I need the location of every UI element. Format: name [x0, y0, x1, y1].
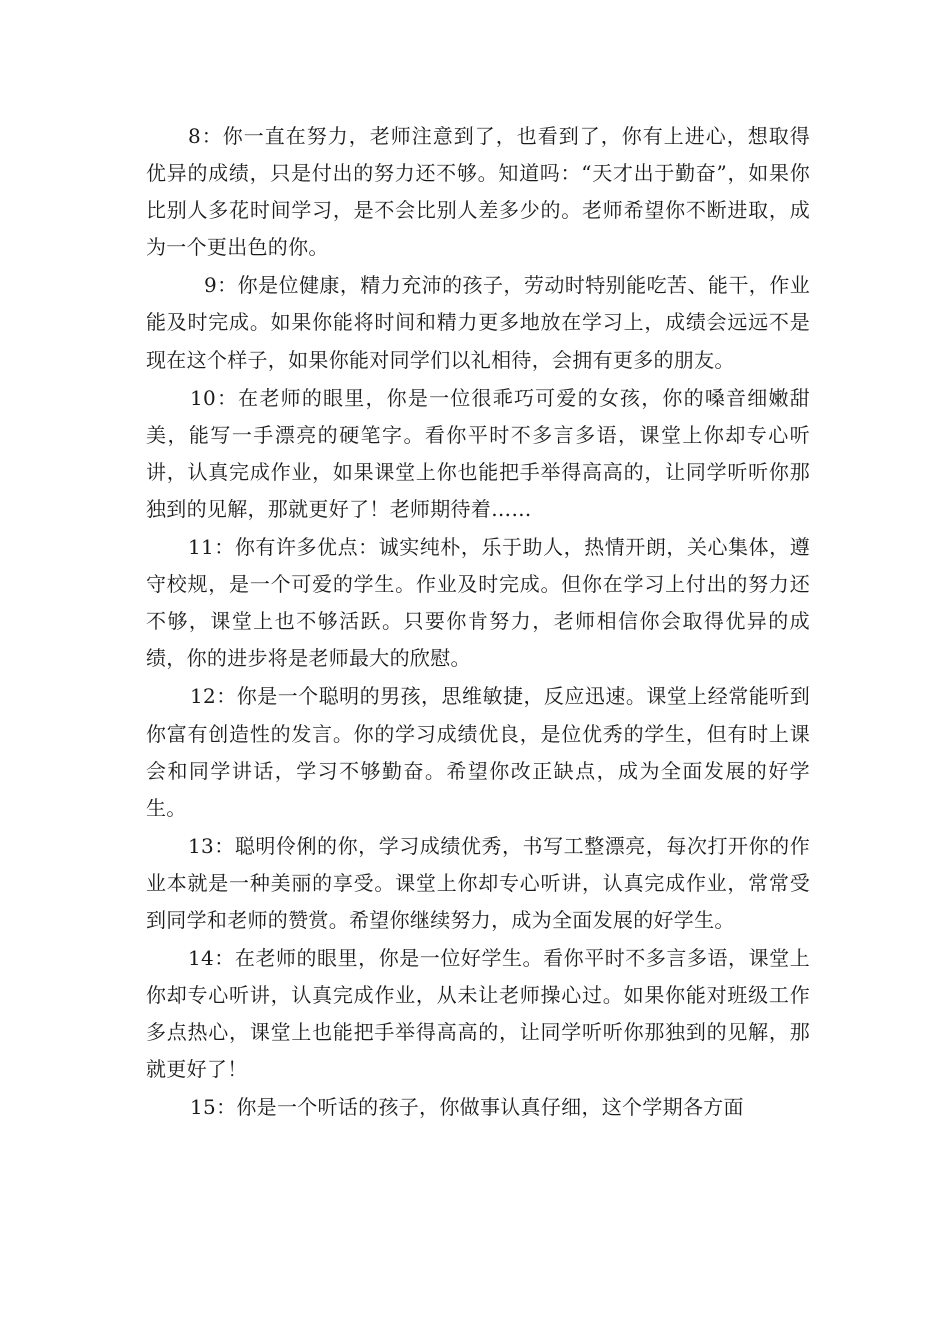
comment-text: ：你是一个聪明的男孩，思维敏捷，反应迅速。课堂上经常能听到你富有创造性的发言。你的学习成绩优良，是位优秀的学生，但有时上课会和同学讲话，学习不够勤奋。希望你改正缺点，成为全面发展的好学生。: [146, 684, 810, 820]
comment-text: ：你是位健康，精力充沛的孩子，劳动时特别能吃苦、能干，作业能及时完成。如果你能将时间和精力更多地放在学习上，成绩会远远不是现在这个样子，如果你能对同学们以礼相待，会拥有更多的朋友。: [146, 273, 810, 372]
comment-number: 13: [188, 833, 215, 858]
comment-paragraph-8: [146, 118, 810, 266]
document-body: [146, 118, 810, 1128]
comment-number: 14: [188, 946, 215, 971]
comment-paragraph-13: [146, 828, 810, 939]
comment-number: 15: [190, 1095, 217, 1120]
comment-text: ：在老师的眼里，你是一位很乖巧可爱的女孩，你的嗓音细嫩甜美，能写一手漂亮的硬笔字。看你平时不多言多语，课堂上你却专心听讲，认真完成作业，如果课堂上你也能把手举得高高的，让同学听听你那独到的见解，那就更好了！老师期待着……: [146, 385, 810, 521]
comment-paragraph-15: [146, 1089, 810, 1126]
comment-text: ：聪明伶俐的你，学习成绩优秀，书写工整漂亮，每次打开你的作业本就是一种美丽的享受。课堂上你却专心听讲，认真完成作业，常常受到同学和老师的赞赏。希望你继续努力，成为全面发展的好学生。: [146, 833, 810, 932]
comment-paragraph-12: [146, 678, 810, 826]
comment-text: ：你有许多优点：诚实纯朴，乐于助人，热情开朗，关心集体，遵守校规，是一个可爱的学生。作业及时完成。但你在学习上付出的努力还不够，课堂上也不够活跃。只要你肯努力，老师相信你会取得优异的成绩，你的进步将是老师最大的欣慰。: [146, 535, 810, 671]
comment-paragraph-9: [146, 267, 810, 378]
comment-paragraph-10: [146, 380, 810, 528]
comment-number: 9: [204, 273, 218, 298]
comment-number: 11: [188, 535, 215, 560]
comment-number: 10: [190, 385, 217, 410]
comment-number: 12: [190, 684, 217, 709]
comment-paragraph-14: [146, 940, 810, 1088]
comment-text: ：在老师的眼里，你是一位好学生。看你平时不多言多语，课堂上你却专心听讲，认真完成作业，从未让老师操心过。如果你能对班级工作多点热心，课堂上也能把手举得高高的，让同学听听你那独到的见解，那就更好了！: [146, 946, 810, 1082]
comment-text: ：你一直在努力，老师注意到了，也看到了，你有上进心，想取得优异的成绩，只是付出的努力还不够。知道吗：“天才出于勤奋”，如果你比别人多花时间学习，是不会比别人差多少的。老师希望你不断进取，成为一个更出色的你。: [146, 124, 810, 260]
comment-text: ：你是一个听话的孩子，你做事认真仔细，这个学期各方面: [216, 1095, 744, 1120]
comment-paragraph-11: [146, 529, 810, 677]
comment-number: 8: [188, 124, 202, 148]
